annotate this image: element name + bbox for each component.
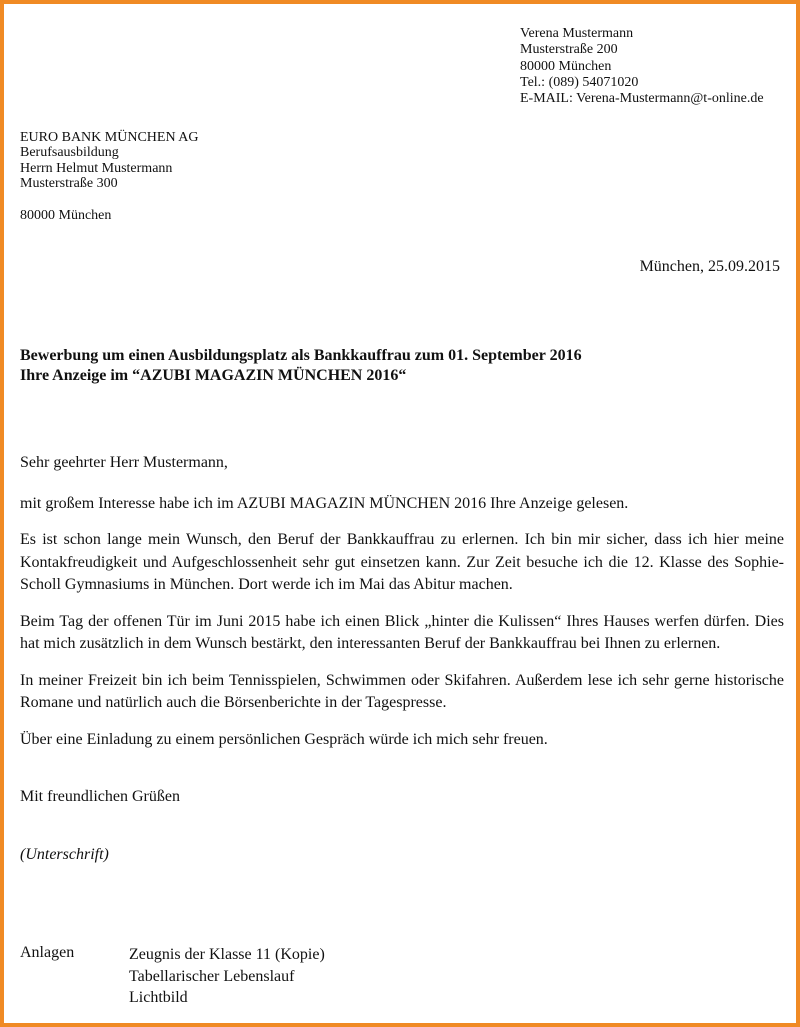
recipient-company: EURO BANK MÜNCHEN AG: [20, 130, 199, 145]
salutation: Sehr geehrter Herr Mustermann,: [20, 454, 228, 471]
attachment-item: Lichtbild: [129, 989, 188, 1006]
letter-body: [20, 452, 784, 751]
letter-date: München, 25.09.2015: [639, 258, 780, 275]
attachment-item: Tabellarischer Lebenslauf: [129, 967, 295, 985]
recipient-department: Berufsausbildung: [20, 145, 119, 161]
sender-city: 80000 München: [520, 58, 612, 74]
sender-address: [520, 26, 764, 107]
subject-line-1: Bewerbung um einen Ausbildungsplatz als Bankkauffrau zum 01. September 2016: [20, 347, 582, 364]
body-paragraph-hobbies: In meiner Freizeit bin ich beim Tennisspielen, Schwimmen oder Skifahren. Außerdem lese ich sehr gerne historische Romane und natürlich auch die Börsenberichte in der Tagespresse.: [20, 671, 784, 711]
body-paragraph-motivation: Es ist schon lange mein Wunsch, den Beruf der Bankkauffrau zu erlernen. Ich bin mir sicher, dass ich hier meine Kontakfreudigkeit und Aufgeschlossenheit sehr gut einsetzen kann. Zur Zeit besuche ich die 12. Klasse des Sophie-Scholl Gymnasiums in München. Dort werde ich im Mai das Abitur machen.: [20, 531, 784, 593]
sender-name: Verena Mustermann: [520, 26, 634, 41]
recipient-person: Herrn Helmut Mustermann: [20, 160, 173, 176]
recipient-address: [20, 130, 199, 192]
recipient-street: Musterstraße 300: [20, 176, 118, 192]
sender-phone: Tel.: (089) 54071020: [520, 74, 639, 90]
sender-email: E-MAIL: Verena-Mustermann@t-online.de: [520, 91, 764, 107]
attachments-label: Anlagen: [20, 944, 75, 961]
subject-line-2: Ihre Anzeige im “AZUBI MAGAZIN MÜNCHEN 2016“: [20, 367, 407, 384]
body-paragraph-invitation: Über eine Einladung zu einem persönlichen Gespräch würde ich mich sehr freuen.: [20, 730, 548, 748]
body-paragraph-intro: mit großem Interesse habe ich im AZUBI MAGAZIN MÜNCHEN 2016 Ihre Anzeige gelesen.: [20, 494, 629, 512]
body-paragraph-open-day: Beim Tag der offenen Tür im Juni 2015 habe ich einen Blick „hinter die Kulissen“ Ihres Hauses werfen dürfen. Dies hat mich zusätzlich in dem Wunsch bestärkt, den interessanten Beruf der Bankkauffrau bei Ihnen zu erlernen.: [20, 612, 784, 652]
attachments-list: [129, 944, 325, 1009]
closing-greeting: Mit freundlichen Grüßen: [20, 788, 180, 805]
attachment-item: Zeugnis der Klasse 11 (Kopie): [129, 946, 325, 963]
signature-placeholder: (Unterschrift): [20, 846, 109, 863]
sender-street: Musterstraße 200: [520, 42, 618, 58]
recipient-city: 80000 München: [20, 208, 112, 223]
subject-line: [20, 346, 582, 386]
